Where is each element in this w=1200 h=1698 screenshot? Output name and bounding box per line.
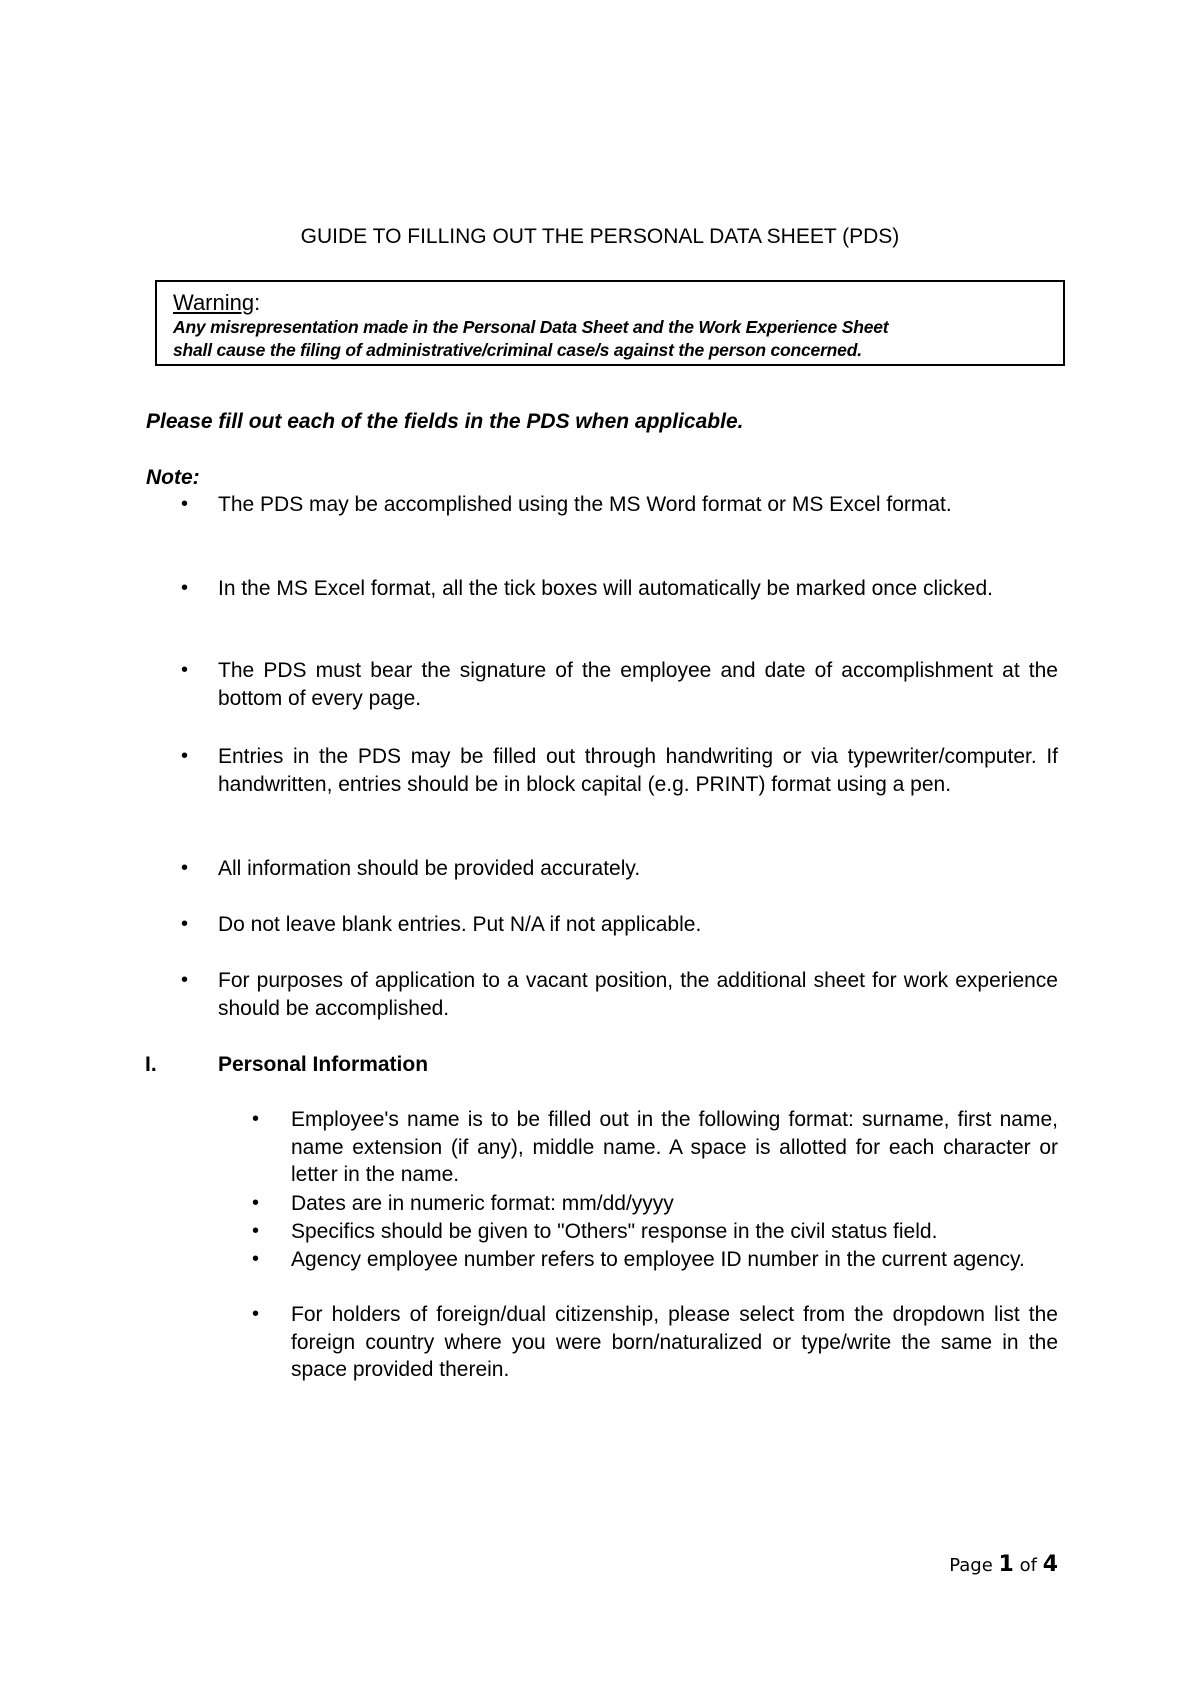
bullet-icon: • bbox=[181, 659, 189, 681]
note-item-text: All information should be provided accurately. bbox=[218, 857, 641, 880]
bullet-icon: • bbox=[252, 1248, 260, 1270]
footer-of-word: of bbox=[1019, 1555, 1037, 1576]
page-title: GUIDE TO FILLING OUT THE PERSONAL DATA SHEET (PDS) bbox=[300, 225, 900, 248]
note-label: Note: bbox=[146, 466, 200, 489]
note-item bbox=[181, 743, 1058, 798]
bullet-icon: • bbox=[181, 857, 189, 879]
bullet-icon: • bbox=[252, 1303, 260, 1325]
bullet-icon: • bbox=[252, 1108, 260, 1130]
note-item-text: The PDS may be accomplished using the MS Word format or MS Excel format. bbox=[218, 493, 952, 516]
bullet-icon: • bbox=[181, 969, 189, 991]
section-list-item-text: For holders of foreign/dual citizenship, please select from the dropdown list the foreign country where you were born/naturalized or type/write the same in the space provided therein. bbox=[291, 1303, 1058, 1381]
page-footer bbox=[949, 1553, 1058, 1578]
warning-box bbox=[155, 280, 1065, 366]
section-list-item-text: Specifics should be given to "Others" response in the civil status field. bbox=[291, 1220, 938, 1243]
bullet-icon: • bbox=[181, 493, 189, 515]
section-list-item bbox=[252, 1246, 1058, 1274]
footer-page-word: Page bbox=[949, 1555, 993, 1576]
warning-heading bbox=[173, 290, 1047, 316]
section-list-item-text: Employee's name is to be filled out in the following format: surname, first name, name extension (if any), middle name. A space is allotted for each character or letter in the name. bbox=[291, 1108, 1058, 1186]
section-list-item bbox=[252, 1218, 1058, 1246]
section-list-item-text: Dates are in numeric format: mm/dd/yyyy bbox=[291, 1192, 674, 1215]
note-item bbox=[181, 491, 1058, 519]
note-item bbox=[181, 911, 1058, 939]
note-item bbox=[181, 657, 1058, 712]
note-item-text: In the MS Excel format, all the tick boxes will automatically be marked once clicked. bbox=[218, 577, 993, 600]
section-list-item bbox=[252, 1301, 1058, 1384]
note-item-text: Entries in the PDS may be filled out through handwriting or via typewriter/computer. If handwritten, entries should be in block capital (e.g. PRINT) format using a pen. bbox=[218, 745, 1058, 796]
note-item bbox=[181, 575, 1058, 603]
footer-current-page: 1 bbox=[998, 1552, 1014, 1577]
warning-text-line-1: Any misrepresentation made in the Personal Data Sheet and the Work Experience Sheet bbox=[173, 317, 889, 337]
warning-text-line-2: shall cause the filing of administrative/criminal case/s against the person concerned. bbox=[173, 340, 862, 360]
note-item bbox=[181, 967, 1058, 1022]
note-item-text: For purposes of application to a vacant position, the additional sheet for work experience should be accomplished. bbox=[218, 969, 1058, 1020]
bullet-icon: • bbox=[252, 1192, 260, 1214]
bullet-icon: • bbox=[252, 1220, 260, 1242]
bullet-icon: • bbox=[181, 913, 189, 935]
note-item bbox=[181, 855, 1058, 883]
section-list-item bbox=[252, 1190, 1058, 1218]
warning-label: Warning bbox=[173, 290, 255, 315]
section-number: I. bbox=[145, 1053, 157, 1076]
instruction-text: Please fill out each of the fields in the PDS when applicable. bbox=[146, 410, 744, 433]
section-list-item bbox=[252, 1106, 1058, 1189]
note-item-text: The PDS must bear the signature of the employee and date of accomplishment at the bottom of every page. bbox=[218, 659, 1058, 710]
bullet-icon: • bbox=[181, 745, 189, 767]
note-item-text: Do not leave blank entries. Put N/A if not applicable. bbox=[218, 913, 702, 936]
footer-total-pages: 4 bbox=[1042, 1552, 1058, 1577]
section-list-item-text: Agency employee number refers to employee ID number in the current agency. bbox=[291, 1248, 1025, 1271]
warning-colon: : bbox=[254, 290, 261, 315]
section-title: Personal Information bbox=[218, 1053, 429, 1076]
bullet-icon: • bbox=[181, 577, 189, 599]
